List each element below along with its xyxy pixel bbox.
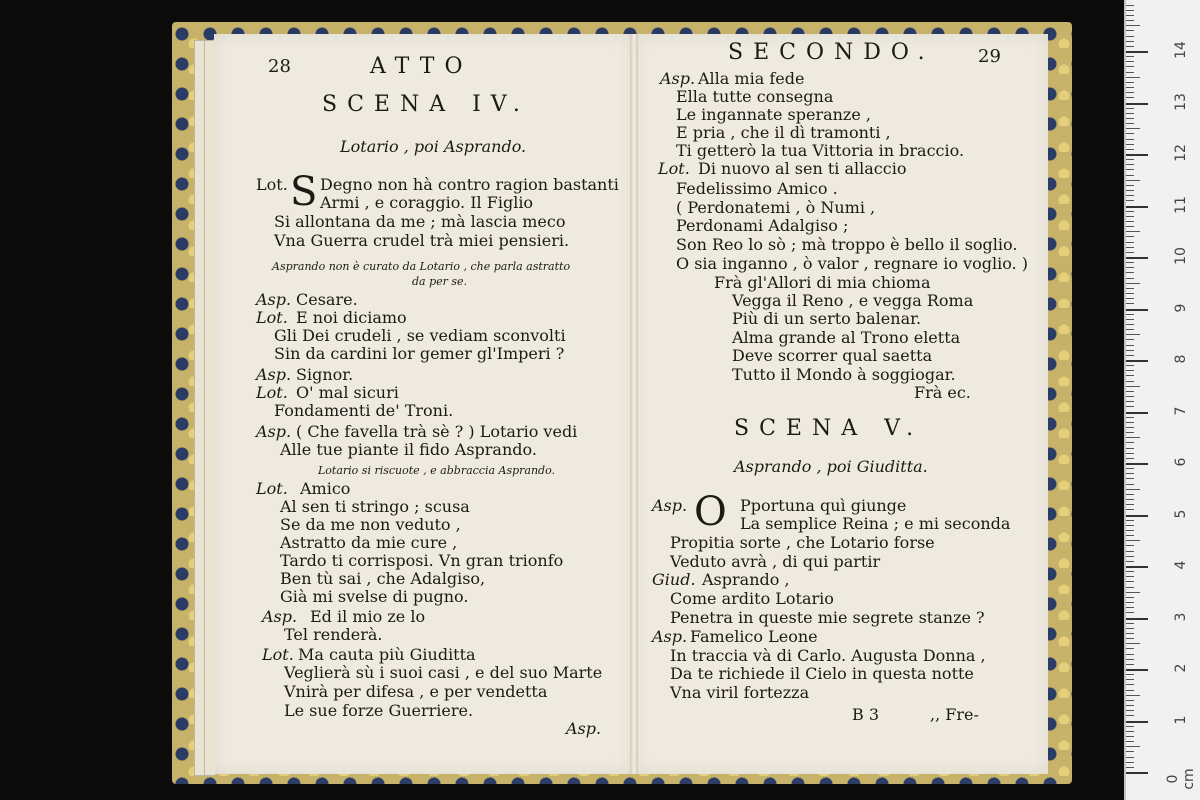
scene-title: SCENA IV. <box>322 92 530 117</box>
ruler-tick <box>1126 478 1134 479</box>
verse-line: E noi diciamo <box>296 308 407 327</box>
verse-line: E pria , che il dì tramonti , <box>676 123 891 142</box>
ruler-tick <box>1126 257 1148 259</box>
speaker: Lot. <box>256 308 288 327</box>
ruler-tick <box>1126 545 1134 546</box>
speaker: Giud. <box>652 570 696 589</box>
verse-line: Le ingannate speranze , <box>676 105 871 124</box>
speaker: Asp. <box>262 607 298 626</box>
verse-line: Famelico Leone <box>690 627 818 646</box>
ruler-label: 1 <box>1173 715 1189 724</box>
catchword: ,, Fre- <box>930 705 979 724</box>
ruler-tick <box>1126 10 1134 11</box>
scene-characters: Asprando , poi Giuditta. <box>734 457 928 476</box>
ruler-tick <box>1126 746 1140 747</box>
speaker: Asp. <box>256 290 292 309</box>
ruler-tick <box>1126 309 1148 311</box>
ruler-tick <box>1126 757 1134 758</box>
ruler-tick <box>1126 432 1134 433</box>
speaker: Asp. <box>256 365 292 384</box>
verse-line: Astratto da mie cure , <box>280 533 458 552</box>
ruler-tick <box>1126 25 1140 26</box>
ruler-tick <box>1126 551 1134 552</box>
verse-line: In traccia và di Carlo. Augusta Donna , <box>670 646 986 665</box>
ruler-label: 0 cm <box>1165 768 1197 790</box>
ruler-tick <box>1126 195 1134 196</box>
verse-line: La semplice Reina ; e mi seconda <box>740 514 1011 533</box>
ruler-tick <box>1126 612 1134 613</box>
page-number: 29 <box>978 46 1001 67</box>
ruler-tick <box>1126 51 1148 53</box>
ruler-tick <box>1126 458 1134 459</box>
speaker: Asp. <box>660 69 696 88</box>
verse-line: Vna Guerra crudel trà miei pensieri. <box>274 231 570 250</box>
ruler-tick <box>1126 288 1134 289</box>
ruler-tick <box>1126 247 1134 248</box>
running-head: ATTO <box>370 54 473 79</box>
ruler-tick <box>1126 473 1134 474</box>
ruler-tick <box>1126 525 1134 526</box>
ruler-tick <box>1126 607 1134 608</box>
ruler-tick <box>1126 468 1134 469</box>
ruler-tick <box>1126 592 1140 593</box>
ruler-tick <box>1126 391 1134 392</box>
verse-line: Propitia sorte , che Lotario forse <box>670 533 935 552</box>
verse-line: Armi , e coraggio. Il Figlio <box>320 193 534 212</box>
ruler-tick <box>1126 77 1140 78</box>
ruler-tick <box>1126 638 1134 639</box>
ruler-tick <box>1126 726 1134 727</box>
ruler-tick <box>1126 103 1148 105</box>
ruler-label: 2 <box>1173 663 1189 673</box>
aria-line: Vegga il Reno , e vegga Roma <box>732 291 974 310</box>
speaker: Asp. <box>652 627 688 646</box>
ruler-tick <box>1126 695 1140 696</box>
ruler-tick <box>1126 509 1134 510</box>
ruler-tick <box>1126 751 1134 752</box>
ruler-tick <box>1126 293 1134 294</box>
ruler-tick <box>1126 679 1134 680</box>
ruler-label: 12 <box>1173 144 1189 162</box>
verse-line: Da te richiede il Cielo in questa notte <box>670 664 974 683</box>
ruler-tick <box>1126 149 1134 150</box>
page-number: 28 <box>268 56 291 77</box>
ruler-label: 10 <box>1173 247 1189 265</box>
ruler-tick <box>1126 278 1134 279</box>
ruler-tick <box>1126 319 1134 320</box>
ruler-tick <box>1126 334 1140 335</box>
measuring-ruler <box>1124 0 1200 800</box>
verse-line: Tardo ti corrisposi. Vn gran trionfo <box>280 551 564 570</box>
verse-line: O sia inganno , ò valor , regnare io voglio. ) <box>676 254 1028 273</box>
ruler-tick <box>1126 602 1134 603</box>
verse-line: Perdonami Adalgiso ; <box>676 216 849 235</box>
ruler-tick <box>1126 375 1134 376</box>
ruler-tick <box>1126 283 1140 284</box>
verse-line: Asprando , <box>702 570 790 589</box>
ruler-label: 14 <box>1173 41 1189 59</box>
verse-line: Tel renderà. <box>284 625 383 644</box>
ruler-tick <box>1126 772 1148 774</box>
ruler-label: 7 <box>1173 406 1189 415</box>
ruler-tick <box>1126 221 1134 222</box>
ruler-tick <box>1126 489 1140 490</box>
ruler-tick <box>1126 329 1134 330</box>
signature-mark: B 3 <box>852 705 880 724</box>
ruler-tick <box>1126 427 1134 428</box>
ruler-label: 3 <box>1173 612 1189 621</box>
stage-direction: da per se. <box>412 275 468 288</box>
verse-line: Vna viril fortezza <box>670 683 810 702</box>
aria-line: Deve scorrer qual saetta <box>732 346 933 365</box>
ruler-tick <box>1126 133 1134 134</box>
ruler-tick <box>1126 561 1134 562</box>
speaker: Lot. <box>262 645 294 664</box>
ruler-tick <box>1126 216 1134 217</box>
ruler-tick <box>1126 164 1134 165</box>
ruler-tick <box>1126 175 1134 176</box>
ruler-tick <box>1126 190 1134 191</box>
verse-line: Le sue forze Guerriere. <box>284 701 474 720</box>
ruler-tick <box>1126 499 1134 500</box>
ruler-tick <box>1126 61 1134 62</box>
ruler-tick <box>1126 303 1134 304</box>
ruler-tick <box>1126 659 1134 660</box>
ruler-tick <box>1126 556 1134 557</box>
ruler-tick <box>1126 123 1134 124</box>
verse-line: Penetra in queste mie segrete stanze ? <box>670 608 985 627</box>
ruler-tick <box>1126 370 1134 371</box>
verse-line: O' mal sicuri <box>296 383 399 402</box>
verse-line: Veduto avrà , di qui partir <box>670 552 881 571</box>
ruler-tick <box>1126 30 1134 31</box>
verse-line: Amico <box>300 479 351 498</box>
ruler-tick <box>1126 484 1134 485</box>
ruler-tick <box>1126 200 1134 201</box>
ruler-tick <box>1126 108 1134 109</box>
verse-line: Son Reo lo sò ; mà troppo è bello il soglio. <box>676 235 1018 254</box>
ruler-tick <box>1126 314 1134 315</box>
drop-initial: S <box>290 169 318 215</box>
ruler-tick <box>1126 345 1134 346</box>
ruler-tick <box>1126 144 1134 145</box>
ruler-label: 6 <box>1173 457 1189 467</box>
verse-line: Alla mia fede <box>698 69 805 88</box>
ruler-tick <box>1126 412 1148 414</box>
ruler-tick <box>1126 272 1134 273</box>
ruler-tick <box>1126 643 1140 644</box>
ruler-tick <box>1126 597 1134 598</box>
ruler-tick <box>1126 762 1134 763</box>
aria-line: Alma grande al Trono eletta <box>732 328 961 347</box>
verse-line: Ben tù sai , che Adalgiso, <box>280 569 486 588</box>
stage-direction: Asprando non è curato da Lotario , che parla astratto <box>272 260 571 273</box>
ruler-tick <box>1126 690 1134 691</box>
verse-line: Come ardito Lotario <box>670 589 834 608</box>
ruler-tick <box>1126 118 1134 119</box>
ruler-tick <box>1126 442 1134 443</box>
book-gutter <box>630 34 638 774</box>
ruler-tick <box>1126 365 1134 366</box>
ruler-tick <box>1126 97 1134 98</box>
ruler-tick <box>1126 82 1134 83</box>
ruler-tick <box>1126 401 1134 402</box>
ruler-tick <box>1126 262 1134 263</box>
ruler-tick <box>1126 448 1134 449</box>
ruler-tick <box>1126 669 1148 671</box>
ruler-label: 13 <box>1173 92 1189 111</box>
ruler-tick <box>1126 587 1134 588</box>
speaker: Lot. <box>658 159 690 178</box>
scene-characters: Lotario , poi Asprando. <box>340 137 527 156</box>
ruler-tick <box>1126 139 1134 140</box>
aria-line: Tutto il Mondo à soggiogar. <box>732 365 956 384</box>
ruler-tick <box>1126 381 1134 382</box>
speaker: Asp. <box>256 422 292 441</box>
ruler-tick <box>1126 741 1134 742</box>
ruler-tick <box>1126 20 1134 21</box>
ruler-tick <box>1126 231 1140 232</box>
verse-line: Ma cauta più Giuditta <box>298 645 476 664</box>
ruler-tick <box>1126 731 1134 732</box>
ruler-tick <box>1126 684 1134 685</box>
ruler-label: 11 <box>1173 195 1189 214</box>
running-head: SECONDO. <box>728 40 935 65</box>
ruler-tick <box>1126 159 1134 160</box>
ruler-tick <box>1126 453 1134 454</box>
ruler-tick <box>1126 66 1134 67</box>
ruler-tick <box>1126 339 1134 340</box>
ruler-tick <box>1126 406 1134 407</box>
verse-line: Gli Dei crudeli , se vediam sconvolti <box>274 326 566 345</box>
ruler-tick <box>1126 417 1134 418</box>
ruler-tick <box>1126 767 1134 768</box>
verse-line: Fedelissimo Amico . <box>676 179 838 198</box>
speaker: Lot. <box>256 175 288 194</box>
verse-line: Pportuna quì giunge <box>740 496 907 515</box>
verse-line: ( Perdonatemi , ò Numi , <box>676 198 876 217</box>
verse-line: Ti getterò la tua Vittoria in braccio. <box>676 141 965 160</box>
ruler-tick <box>1126 36 1134 37</box>
ruler-tick <box>1126 169 1134 170</box>
ruler-tick <box>1126 128 1140 129</box>
verse-line: ( Che favella trà sè ? ) Lotario vedi <box>296 422 578 441</box>
catchword: Asp. <box>566 719 602 738</box>
ruler-tick <box>1126 72 1134 73</box>
ruler-label: 9 <box>1173 303 1189 312</box>
verse-line: Se da me non veduto , <box>280 515 461 534</box>
verse-line: Alle tue piante il fido Asprando. <box>280 440 537 459</box>
ruler-tick <box>1126 654 1134 655</box>
ruler-tick <box>1126 664 1134 665</box>
verse-line: Signor. <box>296 365 354 384</box>
ruler-tick <box>1126 226 1134 227</box>
verse-line: Ella tutte consegna <box>676 87 834 106</box>
ruler-tick <box>1126 463 1148 465</box>
ruler-tick <box>1126 422 1134 423</box>
ruler-label: 8 <box>1173 354 1189 364</box>
ruler-tick <box>1126 535 1134 536</box>
ruler-tick <box>1126 386 1140 387</box>
ruler-tick <box>1126 5 1134 6</box>
ruler-tick <box>1126 236 1134 237</box>
drop-initial: O <box>694 489 727 535</box>
ruler-tick <box>1126 618 1148 620</box>
verse-line: Già mi svelse di pugno. <box>280 587 469 606</box>
ruler-tick <box>1126 324 1134 325</box>
verse-line: Ed il mio ze lo <box>310 607 426 626</box>
ruler-tick <box>1126 633 1134 634</box>
ruler-tick <box>1126 705 1134 706</box>
speaker: Asp. <box>652 496 688 515</box>
speaker: Lot. <box>256 383 288 402</box>
ruler-tick <box>1126 87 1134 88</box>
verse-line: Di nuovo al sen ti allaccio <box>698 159 907 178</box>
ruler-tick <box>1126 267 1134 268</box>
ruler-tick <box>1126 715 1134 716</box>
ruler-tick <box>1126 721 1148 723</box>
verse-line: Degno non hà contro ragion bastanti <box>320 175 619 194</box>
verse-line: Fondamenti de' Troni. <box>274 401 454 420</box>
verse-line: Veglierà sù i suoi casi , e del suo Marte <box>284 663 603 682</box>
ruler-tick <box>1126 180 1140 181</box>
ruler-tick <box>1126 41 1134 42</box>
ruler-tick <box>1126 15 1134 16</box>
ruler-tick <box>1126 736 1134 737</box>
verse-line: Al sen ti stringo ; scusa <box>280 497 470 516</box>
aria-line: Più di un serto balenar. <box>732 309 922 328</box>
ruler-tick <box>1126 576 1134 577</box>
ruler-tick <box>1126 504 1134 505</box>
ruler-tick <box>1126 113 1134 114</box>
ruler-tick <box>1126 520 1134 521</box>
aria-line: Frà gl'Allori di mia chioma <box>714 273 931 292</box>
ruler-tick <box>1126 355 1134 356</box>
ruler-tick <box>1126 628 1134 629</box>
ruler-tick <box>1126 92 1134 93</box>
ruler-tick <box>1126 211 1134 212</box>
da-capo: Frà ec. <box>914 383 971 402</box>
ruler-tick <box>1126 360 1148 362</box>
ruler-tick <box>1126 242 1134 243</box>
ruler-tick <box>1126 396 1134 397</box>
verse-line: Vnirà per difesa , e per vendetta <box>284 682 548 701</box>
ruler-tick <box>1126 298 1134 299</box>
ruler-tick <box>1126 350 1134 351</box>
ruler-tick <box>1126 530 1134 531</box>
verse-line: Si allontana da me ; mà lascia meco <box>274 212 566 231</box>
ruler-tick <box>1126 206 1148 208</box>
stage-direction: Lotario si riscuote , e abbraccia Asprando. <box>318 464 556 477</box>
ruler-tick <box>1126 252 1134 253</box>
ruler-tick <box>1126 515 1148 517</box>
ruler-tick <box>1126 710 1134 711</box>
ruler-tick <box>1126 700 1134 701</box>
ruler-tick <box>1126 494 1134 495</box>
ruler-tick <box>1126 674 1134 675</box>
ruler-tick <box>1126 185 1134 186</box>
ruler-tick <box>1126 581 1134 582</box>
speaker: Lot. <box>256 479 288 498</box>
ruler-tick <box>1126 154 1148 156</box>
ruler-tick <box>1126 56 1134 57</box>
ruler-label: 4 <box>1173 560 1189 570</box>
ruler-label: 5 <box>1173 509 1189 518</box>
verse-line: Cesare. <box>296 290 358 309</box>
ruler-tick <box>1126 623 1134 624</box>
scene-title: SCENA V. <box>734 416 924 441</box>
ruler-tick <box>1126 571 1134 572</box>
verse-line: Sin da cardini lor gemer gl'Imperi ? <box>274 344 565 363</box>
ruler-tick <box>1126 437 1140 438</box>
ruler-tick <box>1126 648 1134 649</box>
ruler-tick <box>1126 46 1134 47</box>
ruler-tick <box>1126 566 1148 568</box>
ruler-tick <box>1126 540 1140 541</box>
